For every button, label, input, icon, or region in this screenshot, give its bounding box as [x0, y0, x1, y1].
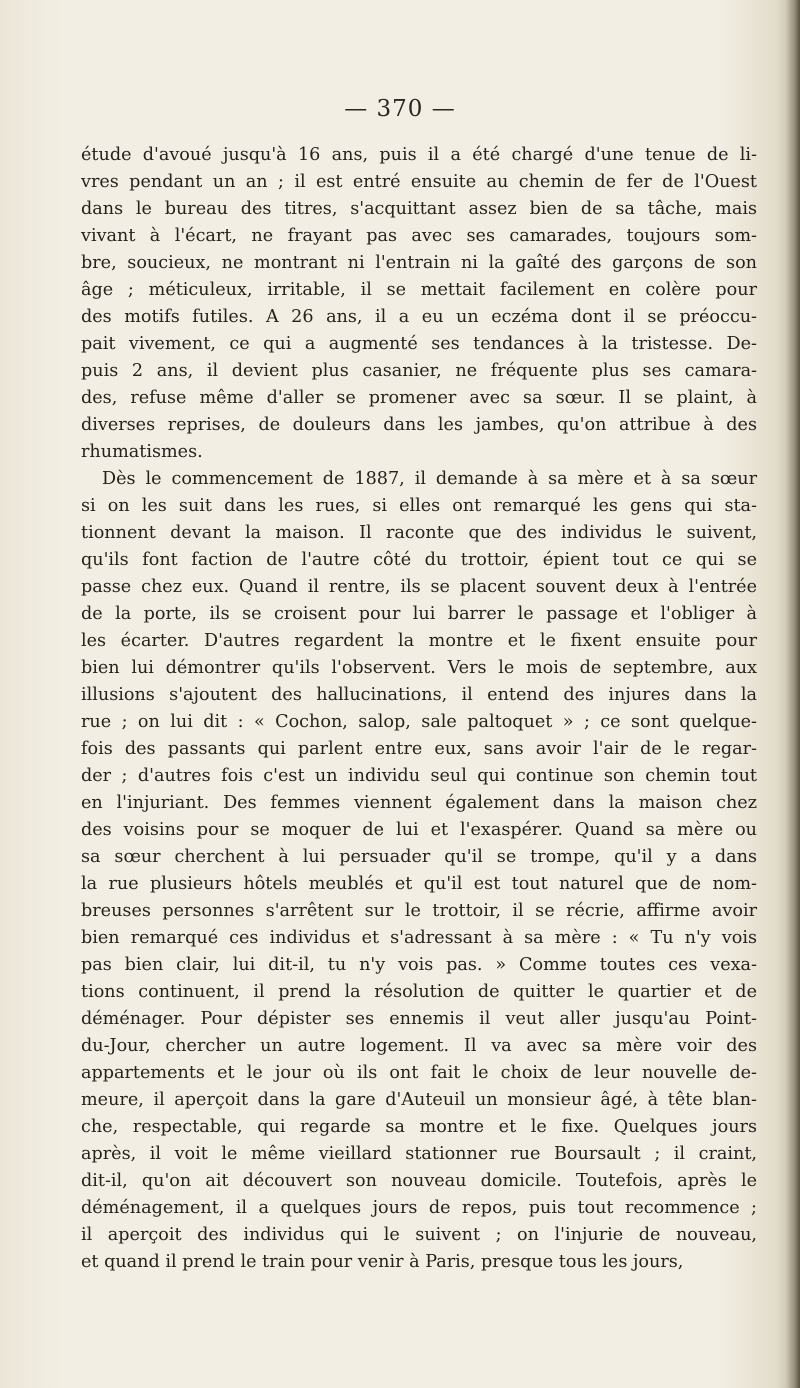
text-line: fois des passants qui parlent entre eux, sans avoir l'air de le regar- — [81, 739, 757, 759]
text-line: déménagement, il a quelques jours de repos, puis tout recommence ; — [81, 1198, 757, 1218]
text-line: dit-il, qu'on ait découvert son nouveau domicile. Toutefois, après le — [81, 1171, 757, 1191]
text-line: tions continuent, il prend la résolution de quitter le quartier et de — [81, 982, 757, 1002]
text-line: Dès le commencement de 1887, il demande à sa mère et à sa sœur — [102, 469, 757, 489]
text-line: appartements et le jour où ils ont fait le choix de leur nouvelle de- — [81, 1063, 757, 1083]
text-line: si on les suit dans les rues, si elles ont remarqué les gens qui sta- — [81, 496, 757, 516]
text-line: de la porte, ils se croisent pour lui barrer le passage et l'obliger à — [81, 604, 757, 624]
text-line: il aperçoit des individus qui le suivent ; on l'injurie de nouveau, — [81, 1225, 757, 1245]
text-line: diverses reprises, de douleurs dans les jambes, qu'on attribue à des — [81, 415, 757, 435]
text-line: bien lui démontrer qu'ils l'observent. Vers le mois de septembre, aux — [81, 658, 757, 678]
text-line: vivant à l'écart, ne frayant pas avec ses camarades, toujours som- — [81, 226, 757, 246]
text-line: des motifs futiles. A 26 ans, il a eu un eczéma dont il se préoccu- — [81, 307, 757, 327]
text-line: puis 2 ans, il devient plus casanier, ne fréquente plus ses camara- — [81, 361, 757, 381]
body-text — [81, 142, 757, 1276]
text-line: en l'injuriant. Des femmes viennent également dans la maison chez — [81, 793, 757, 813]
text-line: âge ; méticuleux, irritable, il se mettait facilement en colère pour — [81, 280, 757, 300]
text-line: sa sœur cherchent à lui persuader qu'il se trompe, qu'il y a dans — [81, 847, 757, 867]
text-line: du-Jour, chercher un autre logement. Il va avec sa mère voir des — [81, 1036, 757, 1056]
text-line: pas bien clair, lui dit-il, tu n'y vois pas. » Comme toutes ces vexa- — [81, 955, 757, 975]
text-line: pait vivement, ce qui a augmenté ses tendances à la tristesse. De- — [81, 334, 757, 354]
text-line: passe chez eux. Quand il rentre, ils se placent souvent deux à l'entrée — [81, 577, 757, 597]
text-line: après, il voit le même vieillard stationner rue Boursault ; il craint, — [81, 1144, 757, 1164]
text-line: qu'ils font faction de l'autre côté du trottoir, épient tout ce qui se — [81, 550, 757, 570]
text-line: meure, il aperçoit dans la gare d'Auteuil un monsieur âgé, à tête blan- — [81, 1090, 757, 1110]
text-line: des voisins pour se moquer de lui et l'exaspérer. Quand sa mère ou — [81, 820, 757, 840]
page-number: — 370 — — [344, 96, 456, 122]
text-line: et quand il prend le train pour venir à Paris, presque tous les jours, — [81, 1252, 684, 1272]
text-line: der ; d'autres fois c'est un individu seul qui continue son chemin tout — [81, 766, 757, 786]
page-edge-shadow — [786, 0, 800, 1388]
text-line: déménager. Pour dépister ses ennemis il veut aller jusqu'au Point- — [81, 1009, 757, 1029]
text-line: rue ; on lui dit : « Cochon, salop, sale paltoquet » ; ce sont quelque- — [81, 712, 757, 732]
text-line: illusions s'ajoutent des hallucinations, il entend des injures dans la — [81, 685, 757, 705]
text-line: la rue plusieurs hôtels meublés et qu'il est tout naturel que de nom- — [81, 874, 757, 894]
text-line: rhumatismes. — [81, 442, 203, 462]
paragraph — [81, 466, 757, 1276]
text-line: breuses personnes s'arrêtent sur le trottoir, il se récrie, affirme avoir — [81, 901, 757, 921]
paragraph — [81, 142, 757, 466]
text-line: bre, soucieux, ne montrant ni l'entrain ni la gaîté des garçons de son — [81, 253, 757, 273]
text-line: vres pendant un an ; il est entré ensuite au chemin de fer de l'Ouest — [81, 172, 757, 192]
text-line: des, refuse même d'aller se promener avec sa sœur. Il se plaint, à — [81, 388, 757, 408]
text-line: bien remarqué ces individus et s'adressant à sa mère : « Tu n'y vois — [81, 928, 757, 948]
text-line: étude d'avoué jusqu'à 16 ans, puis il a été chargé d'une tenue de li- — [81, 145, 757, 165]
text-line: tionnent devant la maison. Il raconte que des individus le suivent, — [81, 523, 757, 543]
text-line: dans le bureau des titres, s'acquittant assez bien de sa tâche, mais — [81, 199, 757, 219]
text-line: che, respectable, qui regarde sa montre et le fixe. Quelques jours — [81, 1117, 757, 1137]
text-line: les écarter. D'autres regardent la montre et le fixent ensuite pour — [81, 631, 757, 651]
